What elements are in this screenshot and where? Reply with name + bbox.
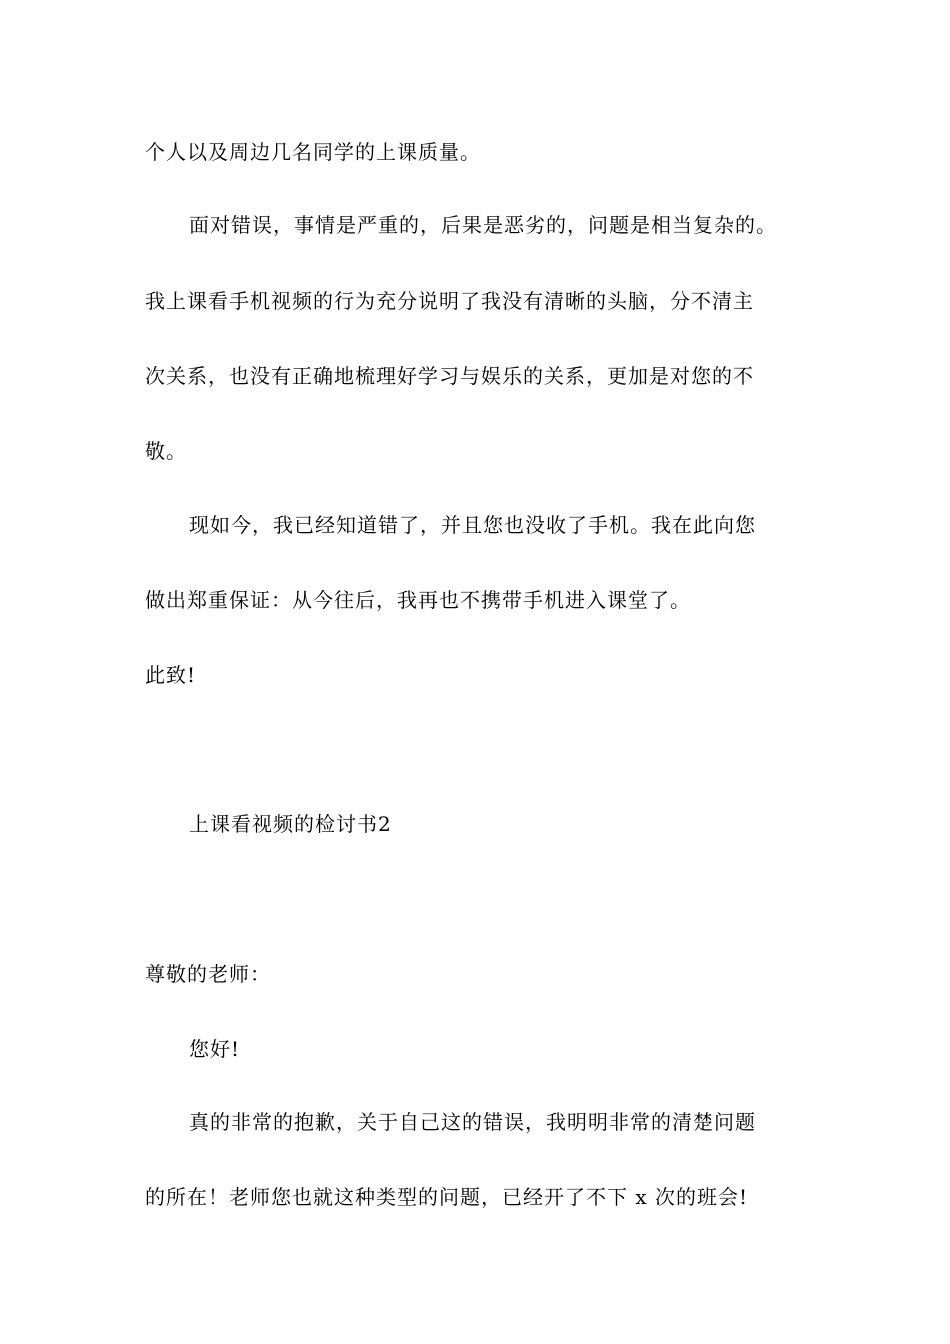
- paragraph-line: 我上课看手机视频的行为充分说明了我没有清晰的头脑，分不清主: [145, 289, 754, 313]
- paragraph-line: 的所在！老师您也就这种类型的问题，已经开了不下 x 次的班会!: [145, 1185, 749, 1209]
- greeting-line: 尊敬的老师：: [145, 962, 271, 986]
- section-title: 上课看视频的检讨书2: [189, 812, 392, 836]
- paragraph-line: 做出郑重保证：从今往后，我再也不携带手机进入课堂了。: [145, 588, 691, 612]
- paragraph-line: 面对错误，事情是严重的，后果是恶劣的，问题是相当复杂的。: [189, 213, 777, 237]
- paragraph-line: 个人以及周边几名同学的上课质量。: [145, 140, 481, 164]
- paragraph-line: 敬。: [145, 439, 187, 463]
- paragraph-line: 次关系，也没有正确地梳理好学习与娱乐的关系，更加是对您的不: [145, 364, 754, 388]
- greeting-hello: 您好!: [189, 1037, 241, 1061]
- paragraph-line: 真的非常的抱歉，关于自己这的错误，我明明非常的清楚问题: [189, 1110, 756, 1134]
- paragraph-line: 现如今，我已经知道错了，并且您也没收了手机。我在此向您: [189, 513, 756, 537]
- closing-salutation: 此致!: [145, 663, 197, 687]
